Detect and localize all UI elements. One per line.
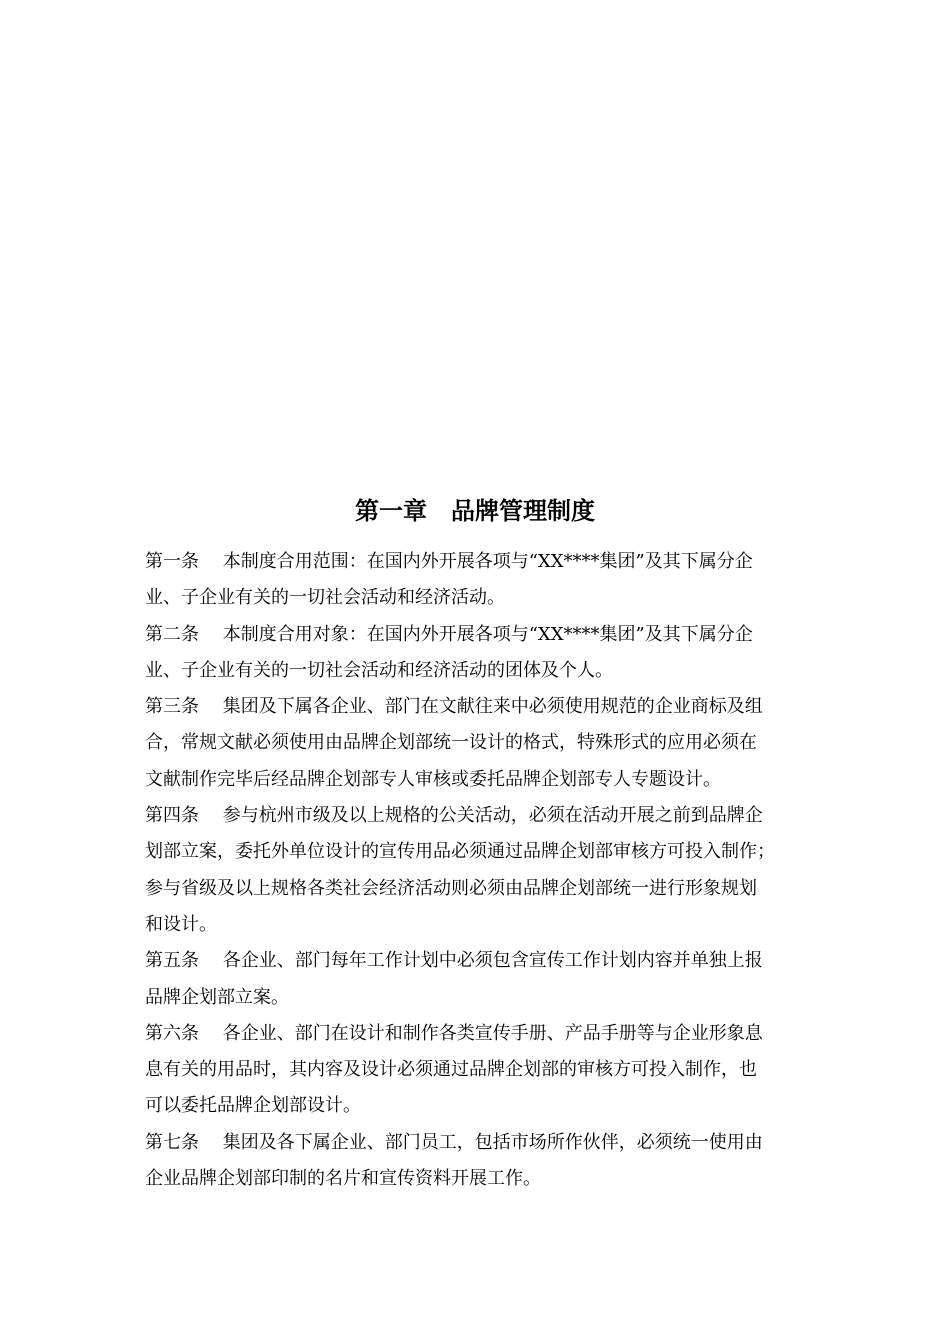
article-line: 第五条 各企业、部门每年工作计划中必须包含宣传工作计划内容并单独上报: [145, 950, 763, 972]
article-line: 划部立案，委托外单位设计的宣传用品必须通过品牌企划部审核方可投入制作；: [145, 841, 775, 863]
article-line: 品牌企划部立案。: [145, 986, 289, 1008]
article-line: 第七条 集团及各下属企业、部门员工，包括市场所作伙伴，必须统一使用由: [145, 1131, 763, 1153]
article-line: 第二条 本制度合用对象：在国内外开展各项与“XX****集团”及其下属分企: [145, 623, 753, 645]
article-2: [145, 617, 809, 690]
article-line: 合，常规文献必须使用由品牌企划部统一设计的格式，特殊形式的应用必须在: [145, 732, 757, 754]
article-7: [145, 1125, 809, 1198]
article-line: 第三条 集团及下属各企业、部门在文献往来中必须使用规范的企业商标及组: [145, 696, 763, 718]
article-1: [145, 544, 809, 617]
article-line: 文献制作完毕后经品牌企划部专人审核或委托品牌企划部专人专题设计。: [145, 768, 721, 790]
article-line: 业、子企业有关的一切社会活动和经济活动的团体及个人。: [145, 659, 613, 681]
article-line: 参与省级及以上规格各类社会经济活动则必须由品牌企划部统一进行形象规划: [145, 877, 757, 899]
article-line: 第一条 本制度合用范围：在国内外开展各项与“XX****集团”及其下属分企: [145, 551, 753, 572]
article-6: [145, 1016, 809, 1125]
article-line: 和设计。: [145, 913, 217, 935]
article-line: 第四条 参与杭州市级及以上规格的公关活动，必须在活动开展之前到品牌企: [145, 805, 763, 827]
article-4: [145, 798, 809, 943]
article-line: 息有关的用品时，其内容及设计必须通过品牌企划部的审核方可投入制作，也: [145, 1059, 757, 1081]
article-line: 第六条 各企业、部门在设计和制作各类宣传手册、产品手册等与企业形象息: [145, 1022, 763, 1044]
article-5: [145, 943, 809, 1016]
article-line: 业、子企业有关的一切社会活动和经济活动。: [145, 587, 505, 609]
article-line: 可以委托品牌企划部设计。: [145, 1095, 361, 1117]
article-line: 企业品牌企划部印制的名片和宣传资料开展工作。: [145, 1168, 541, 1190]
chapter-title: 第一章 品牌管理制度: [355, 497, 595, 525]
document-body: [145, 544, 809, 1197]
article-3: [145, 689, 809, 798]
